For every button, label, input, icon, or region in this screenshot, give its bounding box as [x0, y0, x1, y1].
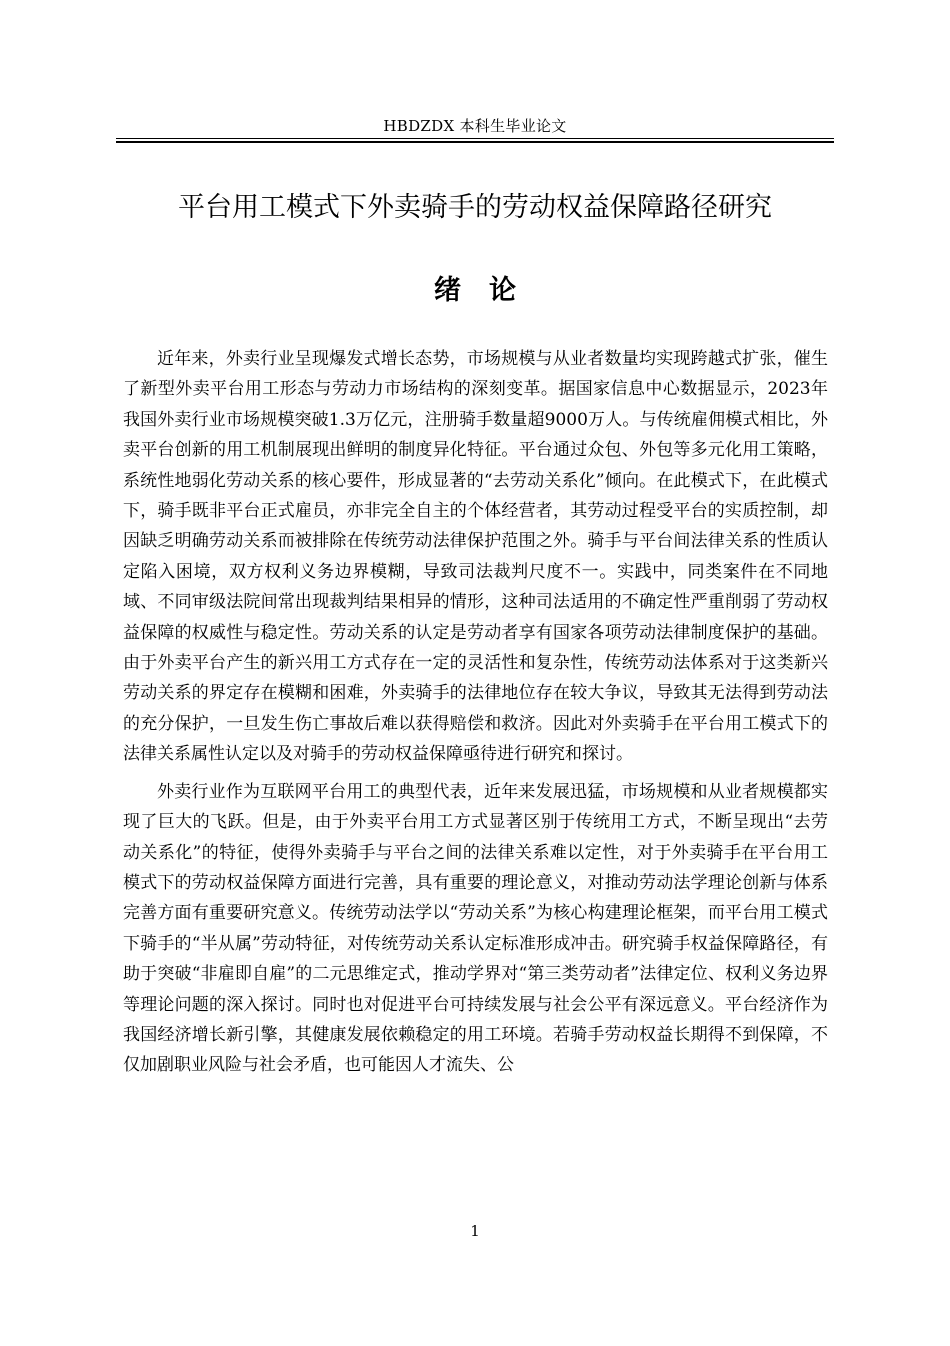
section-heading: 绪论 — [434, 275, 544, 306]
paper-title: 平台用工模式下外卖骑手的劳动权益保障路径研究 — [178, 192, 772, 223]
paragraph: 近年来，外卖行业呈现爆发式增长态势，市场规模与从业者数量均实现跨越式扩张，催生了新型外卖平台用工形态与劳动力市场结构的深刻变革。据国家信息中心数据显示，2023年我国外卖行业市场规模突破1.3万亿元，注册骑手数量超9000万人。与传统雇佣模式相比，外卖平台创新的用工机制展现出鲜明的制度异化特征。平台通过众包、外包等多元化用工策略，系统性地弱化劳动关系的核心要件，形成显著的“去劳动关系化”倾向。在此模式下，在此模式下，骑手既非平台正式雇员，亦非完全自主的个体经营者，其劳动过程受平台的实质控制，却因缺乏明确劳动关系而被排除在传统劳动法律保护范围之外。骑手与平台间法律关系的性质认定陷入困境，双方权利义务边界模糊，导致司法裁判尺度不一。实践中，同类案件在不同地域、不同审级法院间常出现裁判结果相异的情形，这种司法适用的不确定性严重削弱了劳动权益保障的权威性与稳定性。劳动关系的认定是劳动者享有国家各项劳动法律制度保护的基础。由于外卖平台产生的新兴用工方式存在一定的灵活性和复杂性，传统劳动法体系对于这类新兴劳动关系的界定存在模糊和困难，外卖骑手的法律地位存在较大争议，导致其无法得到劳动法的充分保护，一旦发生伤亡事故后难以获得赔偿和救济。因此对外卖骑手在平台用工模式下的法律关系属性认定以及对骑手的劳动权益保障亟待进行研究和探讨。 — [123, 349, 828, 765]
header-rule-thin — [116, 138, 834, 139]
running-header: HBDZDX 本科生毕业论文 — [383, 117, 567, 135]
page-number: 1 — [470, 1222, 480, 1240]
header-rule-thick — [116, 141, 834, 143]
body-text — [123, 344, 828, 1088]
paragraph: 外卖行业作为互联网平台用工的典型代表，近年来发展迅猛，市场规模和从业者规模都实现了巨大的飞跃。但是，由于外卖平台用工方式显著区别于传统用工方式，不断呈现出“去劳动关系化”的特征，使得外卖骑手与平台之间的法律关系难以定性，对于外卖骑手在平台用工模式下的劳动权益保障方面进行完善，具有重要的理论意义，对推动劳动法学理论创新与体系完善方面有重要研究意义。传统劳动法学以“劳动关系”为核心构建理论框架，而平台用工模式下骑手的“半从属”劳动特征，对传统劳动关系认定标准形成冲击。研究骑手权益保障路径，有助于突破“非雇即自雇”的二元思维定式，推动学界对“第三类劳动者”法律定位、权利义务边界等理论问题的深入探讨。同时也对促进平台可持续发展与社会公平有深远意义。平台经济作为我国经济增长新引擎，其健康发展依赖稳定的用工环境。若骑手劳动权益长期得不到保障，不仅加剧职业风险与社会矛盾，也可能因人才流失、公 — [123, 781, 828, 1076]
